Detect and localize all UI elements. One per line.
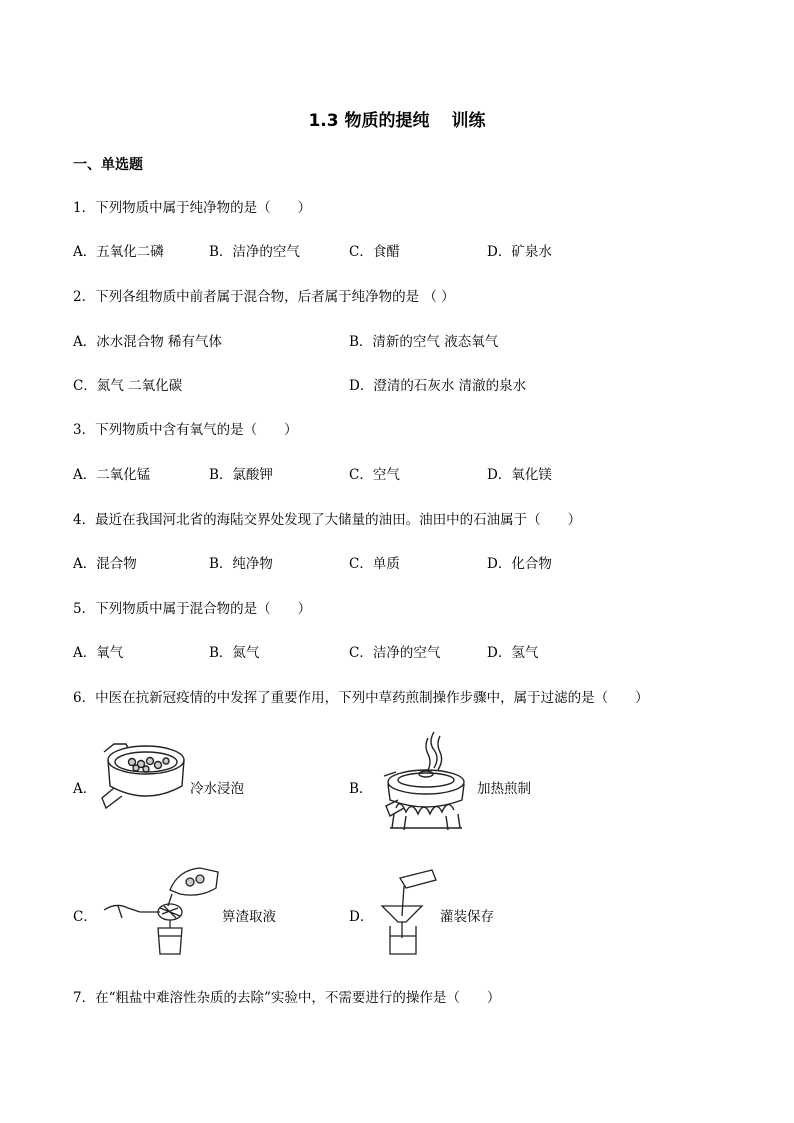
question-6: 6．中医在抗新冠疫情的中发挥了重要作用，下列中草药煎制操作步骤中，属于过滤的是（ ） [73, 690, 649, 706]
title-sub: 训练 [451, 111, 486, 131]
q4-option-b[interactable]: B．纯净物 [209, 556, 273, 572]
section-heading: 一、单选题 [73, 157, 143, 173]
question-3: 3．下列物质中含有氧气的是（ ） [73, 422, 298, 438]
question-1: 1．下列物质中属于纯净物的是（ ） [73, 200, 312, 216]
q6-option-b[interactable]: B． [349, 781, 373, 797]
caption-heat: 加热煎制 [477, 781, 531, 797]
page-title [0, 106, 794, 131]
q1-option-b[interactable]: B．洁净的空气 [209, 244, 300, 260]
q4-option-c[interactable]: C．单质 [349, 556, 400, 572]
q6-option-c[interactable]: C． [73, 909, 97, 925]
q4-option-d[interactable]: D．化合物 [487, 556, 552, 572]
soaking-pot-icon [96, 738, 188, 818]
q3-option-d[interactable]: D．氧化镁 [487, 467, 552, 483]
q6-option-d[interactable]: D． [349, 909, 374, 925]
caption-soak: 冷水浸泡 [190, 781, 244, 797]
q2-option-b[interactable]: B．清新的空气 液态氧气 [349, 334, 499, 350]
q4-option-a[interactable]: A．混合物 [73, 556, 137, 572]
q5-option-a[interactable]: A．氧气 [73, 645, 124, 661]
q3-option-c[interactable]: C．空气 [349, 467, 400, 483]
bottling-icon [372, 866, 440, 958]
q1-option-c[interactable]: C．食醋 [349, 244, 400, 260]
question-5: 5．下列物质中属于混合物的是（ ） [73, 601, 312, 617]
caption-bottle: 灌装保存 [440, 909, 494, 925]
q1-option-a[interactable]: A．五氧化二磷 [73, 244, 164, 260]
question-7: 7．在“粗盐中难溶性杂质的去除”实验中，不需要进行的操作是（ ） [73, 990, 501, 1006]
q5-option-d[interactable]: D．氢气 [487, 645, 539, 661]
q3-option-b[interactable]: B．氯酸钾 [209, 467, 273, 483]
q1-option-d[interactable]: D．矿泉水 [487, 244, 552, 260]
q2-option-c[interactable]: C．氮气 二氧化碳 [73, 378, 183, 394]
straining-icon [100, 862, 226, 958]
q5-option-c[interactable]: C．洁净的空气 [349, 645, 441, 661]
q5-option-b[interactable]: B．氮气 [209, 645, 260, 661]
title-main: 1.3 物质的提纯 [308, 111, 430, 131]
q2-option-d[interactable]: D．澄清的石灰水 清澈的泉水 [349, 378, 527, 394]
question-2: 2．下列各组物质中前者属于混合物，后者属于纯净物的是 （ ） [73, 289, 455, 305]
q3-option-a[interactable]: A．二氧化锰 [73, 467, 151, 483]
caption-strain: 箅渣取液 [222, 909, 276, 925]
question-4: 4．最近在我国河北省的海陆交界处发现了大储量的油田。油田中的石油属于（ ） [73, 512, 582, 528]
q6-option-a[interactable]: A． [73, 781, 97, 797]
q2-option-a[interactable]: A．冰水混合物 稀有气体 [73, 334, 223, 350]
heating-pot-icon [376, 728, 472, 836]
